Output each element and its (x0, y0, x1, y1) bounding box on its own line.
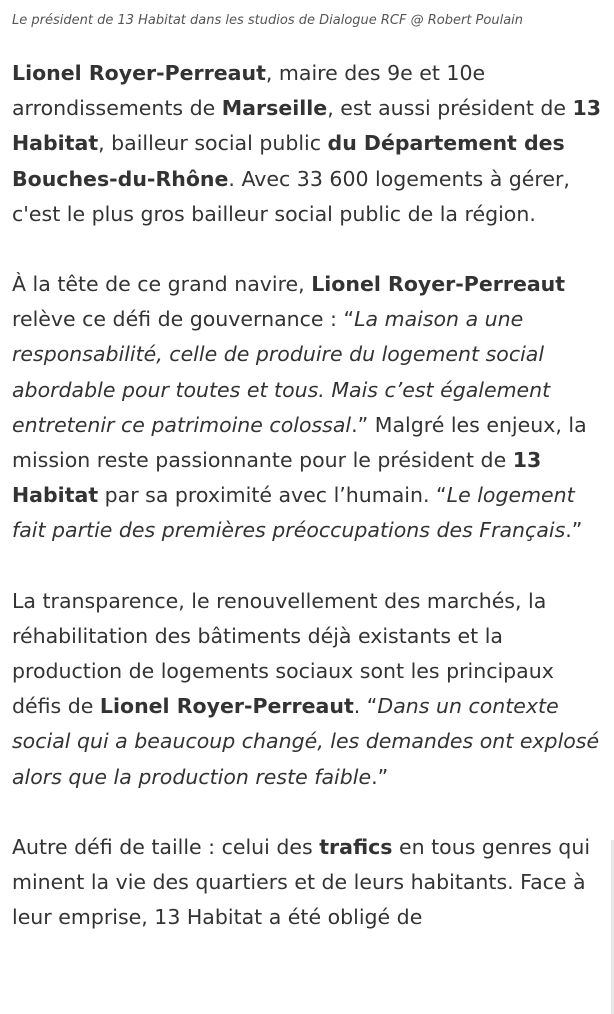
city-highlight: Marseille (221, 96, 328, 121)
paragraph-4 (12, 830, 604, 936)
paragraph-2 (12, 267, 604, 549)
text-span: en tous genres qui minent la vie des quartiers et de leurs habitants. Face à leur emprise, 13 Habitat a été obligé de (12, 834, 591, 930)
article-body (12, 56, 604, 970)
name-highlight: Lionel Royer-Perreaut (99, 694, 354, 719)
text-span: relève ce défi de gouvernance : “ (12, 307, 355, 332)
text-span: par sa proximité avec l’humain. “ (98, 483, 447, 508)
text-span: , maire des 9e et 10e arrondissements de (12, 61, 486, 121)
text-span: .” Malgré les enjeux, la mission reste passionnante pour le président de (12, 412, 587, 473)
quote-text: La maison a une responsabilité, celle de produire du logement social abordable pour toutes et tous. Mais c’est également entretenir ce patrimoine colossal (12, 307, 551, 437)
keyword-highlight: trafics (319, 834, 393, 859)
text-span: .” (371, 764, 389, 789)
text-span: À la tête de ce grand navire, (12, 272, 312, 297)
text-span: .” (565, 518, 583, 543)
text-span: . “ (353, 694, 378, 719)
photo-caption: Le président de 13 Habitat dans les studios de Dialogue RCF @ Robert Poulain (12, 13, 524, 28)
paragraph-1 (12, 56, 604, 232)
name-highlight: Lionel Royer-Perreaut (311, 272, 566, 297)
text-span: , est aussi président de (327, 96, 573, 121)
text-span: Autre défi de taille : celui des (12, 834, 320, 859)
quote-text: Dans un contexte social qui a beaucoup changé, les demandes ont explosé alors que la production reste faible (12, 694, 600, 789)
department-highlight: du Département des Bouches-du-Rhône (12, 131, 565, 191)
text-span: . Avec 33 600 logements à gérer, c'est le plus gros bailleur social public de la région. (12, 166, 570, 226)
org-highlight: 13 Habitat (12, 96, 602, 156)
name-highlight: Lionel Royer-Perreaut (12, 61, 266, 85)
org-highlight: 13 Habitat (12, 448, 542, 508)
text-span: La transparence, le renouvellement des marchés, la réhabilitation des bâtiments déjà existants et la production de logements sociaux sont les principaux défis de (12, 588, 554, 719)
text-span: , bailleur social public (98, 131, 328, 156)
paragraph-3 (12, 584, 604, 795)
quote-text: Le logement fait partie des premières préoccupations des Français (12, 483, 575, 543)
